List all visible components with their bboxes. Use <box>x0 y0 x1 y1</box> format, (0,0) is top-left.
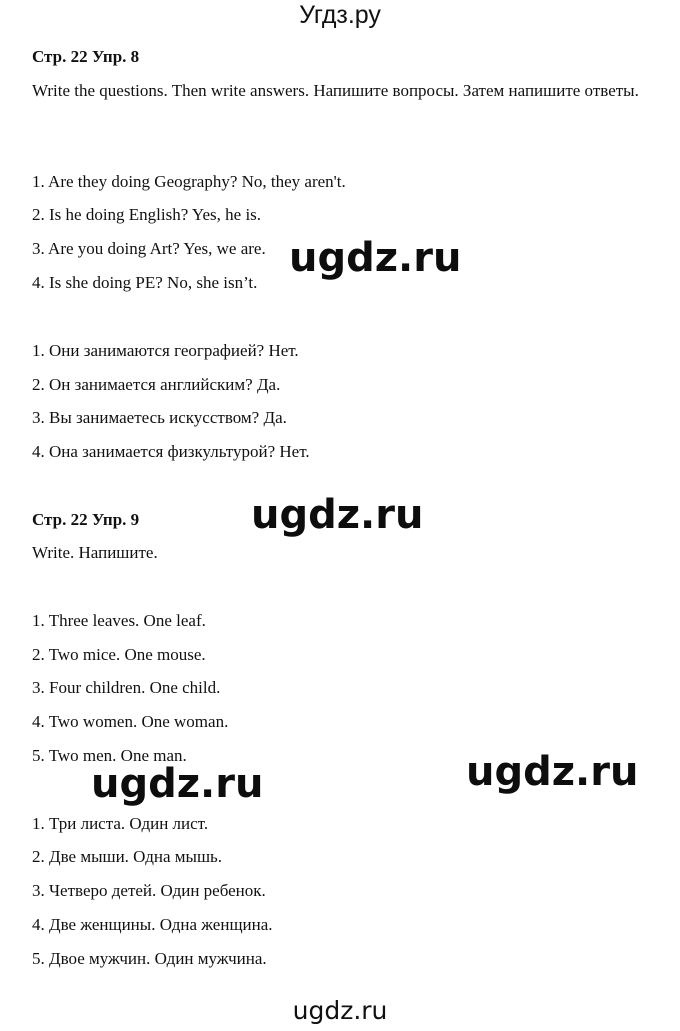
exercise-9-instruction: Write. Напишите. <box>32 543 158 562</box>
exercise-9-answer-en-3: 3. Four children. One child. <box>32 678 221 697</box>
exercise-9-heading: Стр. 22 Упр. 9 <box>32 510 140 529</box>
exercise-8-answer-en-2: 2. Is he doing English? Yes, he is. <box>32 205 262 224</box>
exercise-8-answer-ru-2: 2. Он занимается английским? Да. <box>32 375 281 394</box>
exercise-9-answer-en-2: 2. Two mice. One mouse. <box>32 645 206 664</box>
exercise-8-answer-ru-1: 1. Они занимаются географией? Нет. <box>32 341 299 360</box>
watermark: ugdz.ru <box>251 492 424 538</box>
exercise-9-answer-ru-5: 5. Двое мужчин. Один мужчина. <box>32 949 267 968</box>
exercise-8-answer-en-1: 1. Are they doing Geography? No, they aren't. <box>32 172 346 191</box>
watermark: ugdz.ru <box>466 749 639 795</box>
footer-site-name: ugdz.ru <box>292 996 388 1025</box>
exercise-8-answer-en-4: 4. Is she doing PE? No, she isn’t. <box>32 273 258 292</box>
exercise-8-answer-ru-3: 3. Вы занимаетесь искусством? Да. <box>32 408 287 427</box>
exercise-8-instruction: Write the questions. Then write answers. Напишите вопросы. Затем напишите ответы. <box>32 81 639 100</box>
exercise-9-answer-ru-4: 4. Две женщины. Одна женщина. <box>32 915 273 934</box>
exercise-9-answer-en-5: 5. Two men. One man. <box>32 746 187 765</box>
watermark: ugdz.ru <box>91 761 264 807</box>
exercise-9-answer-en-1: 1. Three leaves. One leaf. <box>32 611 206 630</box>
watermark: ugdz.ru <box>289 235 462 281</box>
exercise-9-answer-ru-2: 2. Две мыши. Одна мышь. <box>32 847 223 866</box>
exercise-8-answer-en-3: 3. Are you doing Art? Yes, we are. <box>32 239 266 258</box>
exercise-8-answer-ru-4: 4. Она занимается физкультурой? Нет. <box>32 442 310 461</box>
exercise-9-answer-en-4: 4. Two women. One woman. <box>32 712 229 731</box>
site-title: Угдз.ру <box>299 1 381 29</box>
exercise-9-answer-ru-3: 3. Четверо детей. Один ребенок. <box>32 881 266 900</box>
exercise-8-heading: Стр. 22 Упр. 8 <box>32 47 140 66</box>
exercise-9-answer-ru-1: 1. Три листа. Один лист. <box>32 814 209 833</box>
